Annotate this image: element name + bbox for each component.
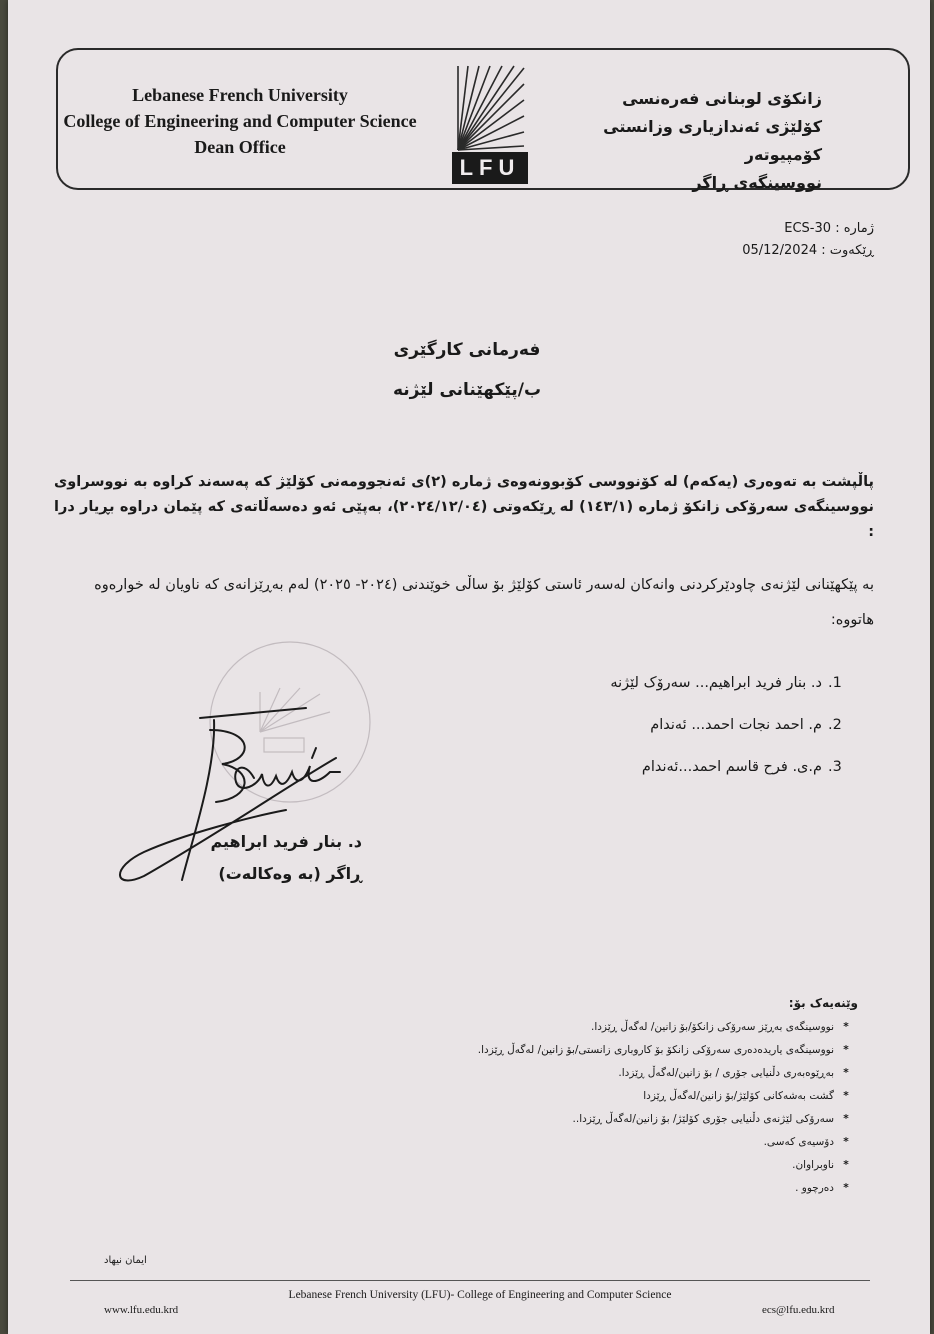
bullet-icon: * xyxy=(843,1182,849,1194)
logo-wordmark: LFU xyxy=(452,152,528,184)
number-label: ژمارە : xyxy=(835,221,874,236)
committee-members-list xyxy=(610,662,850,788)
list-item xyxy=(478,1039,858,1062)
cc-recipient: دۆسیەی کەسی. xyxy=(763,1136,834,1148)
signatory-role: ڕاگر (بە وەکالەت) xyxy=(218,864,362,883)
bullet-icon: * xyxy=(843,1067,849,1079)
member-name: د. بنار فريد ابراهيم... سەرۆک لێژنە xyxy=(610,675,822,691)
date-label: ڕێکەوت : xyxy=(821,243,874,258)
cc-recipient: سەرۆکی لێژنەی دڵنیایی جۆری کۆلێژ/ بۆ زانین/لەگەڵ ڕێزدا.. xyxy=(572,1113,834,1125)
bullet-icon: * xyxy=(843,1159,849,1171)
list-item xyxy=(610,662,850,704)
cc-recipient: ناوبراوان. xyxy=(792,1159,834,1171)
list-item xyxy=(478,1154,858,1177)
office-name-en: Dean Office xyxy=(194,137,286,157)
list-item xyxy=(478,1108,858,1131)
document-subject: ب/پێکهێنانی لێژنە xyxy=(392,380,542,400)
office-name-ku: نووسینگەی ڕاگر xyxy=(692,173,822,192)
footer-email: ecs@lfu.edu.krd xyxy=(762,1304,835,1316)
reference-number xyxy=(742,218,874,240)
college-name-ku: کۆلێژی ئەندازیاری وزانستی کۆمپیوتەر xyxy=(603,117,822,164)
list-item xyxy=(610,746,850,788)
reference-date xyxy=(742,240,874,262)
bullet-icon: * xyxy=(843,1021,849,1033)
cc-recipient: بەڕێوەبەری دڵنیایی جۆری / بۆ زانین/لەگەڵ ڕێزدا. xyxy=(618,1067,834,1079)
list-item xyxy=(478,1131,858,1154)
cc-recipient: دەرچوو . xyxy=(795,1182,834,1194)
list-item xyxy=(610,704,850,746)
member-name: م.ی. فرح قاسم احمد...ئەندام xyxy=(641,759,822,775)
list-item xyxy=(478,1016,858,1039)
member-number: 1. xyxy=(828,675,842,691)
bullet-icon: * xyxy=(843,1136,849,1148)
document-title: فەرمانی کارگێری xyxy=(393,340,541,360)
signatory-name: د. بنار فريد ابراهيم xyxy=(210,832,362,851)
cc-list xyxy=(478,1016,858,1200)
university-name-en: Lebanese French University xyxy=(132,85,348,105)
footer-website: www.lfu.edu.krd xyxy=(104,1304,179,1316)
footer-divider xyxy=(70,1280,870,1281)
list-item xyxy=(478,1177,858,1200)
cc-heading: وێنەیەک بۆ: xyxy=(788,996,858,1010)
member-name: م. احمد نجات احمد... ئەندام xyxy=(650,717,822,733)
cc-recipient: نووسینگەی بەڕێز سەرۆکی زانکۆ/بۆ زانین/ لەگەڵ ڕێزدا. xyxy=(591,1021,834,1033)
footer-institution: Lebanese French University (LFU)- College of Engineering and Computer Science xyxy=(288,1289,672,1301)
cc-recipient: نووسینگەی یاریدەدەری سەرۆکی زانکۆ بۆ کاروباری زانستی/بۆ زانین/ لەگەڵ ڕێزدا. xyxy=(477,1044,834,1056)
date-value: 05/12/2024 xyxy=(742,243,818,258)
list-item xyxy=(478,1062,858,1085)
bullet-icon: * xyxy=(843,1113,849,1125)
cc-recipient: گشت بەشەکانی کۆلێژ/بۆ زانین/لەگەڵ ڕێزدا xyxy=(643,1090,834,1102)
signature-block xyxy=(182,826,362,890)
university-name-ku: زانکۆی لوبنانی فەرەنسی xyxy=(622,89,822,108)
college-name-en: College of Engineering and Computer Science xyxy=(63,111,417,131)
bullet-icon: * xyxy=(843,1090,849,1102)
letterhead-english xyxy=(60,82,420,160)
number-value: ECS-30 xyxy=(784,221,832,236)
typist-initials: ايمان نيهاد xyxy=(104,1255,147,1266)
list-item xyxy=(478,1085,858,1108)
letterhead-kurdish xyxy=(522,85,822,197)
member-number: 2. xyxy=(828,717,842,733)
member-number: 3. xyxy=(828,759,842,775)
decision-paragraph: پاڵپشت بە تەوەری (یەکەم) لە کۆنووسی کۆبوونەوەی ژمارە (٢)ی ئەنجوومەنی کۆلێژ کە پەسەند کراوە بە نووسراوی نووسینگەی سەرۆکی زانکۆ ژمارە (١٤٣/١) لە ڕێکەوتی (٢٠٢٤/١٢/٠٤)، بەپێی ئەو دەسەڵاتەی کە پێمان دراوە بڕیار درا : xyxy=(54,474,874,540)
reference-block xyxy=(742,218,874,262)
bullet-icon: * xyxy=(843,1044,849,1056)
committee-paragraph: بە پێکهێنانی لێژنەی چاودێرکردنی وانەکان لەسەر ئاستی کۆلێژ بۆ ساڵی خوێندنی (٢٠٢٤- ٢٠٢٥) لەم بەڕێزانەی کە ناویان لە خوارەوە هاتووە: xyxy=(94,577,874,628)
